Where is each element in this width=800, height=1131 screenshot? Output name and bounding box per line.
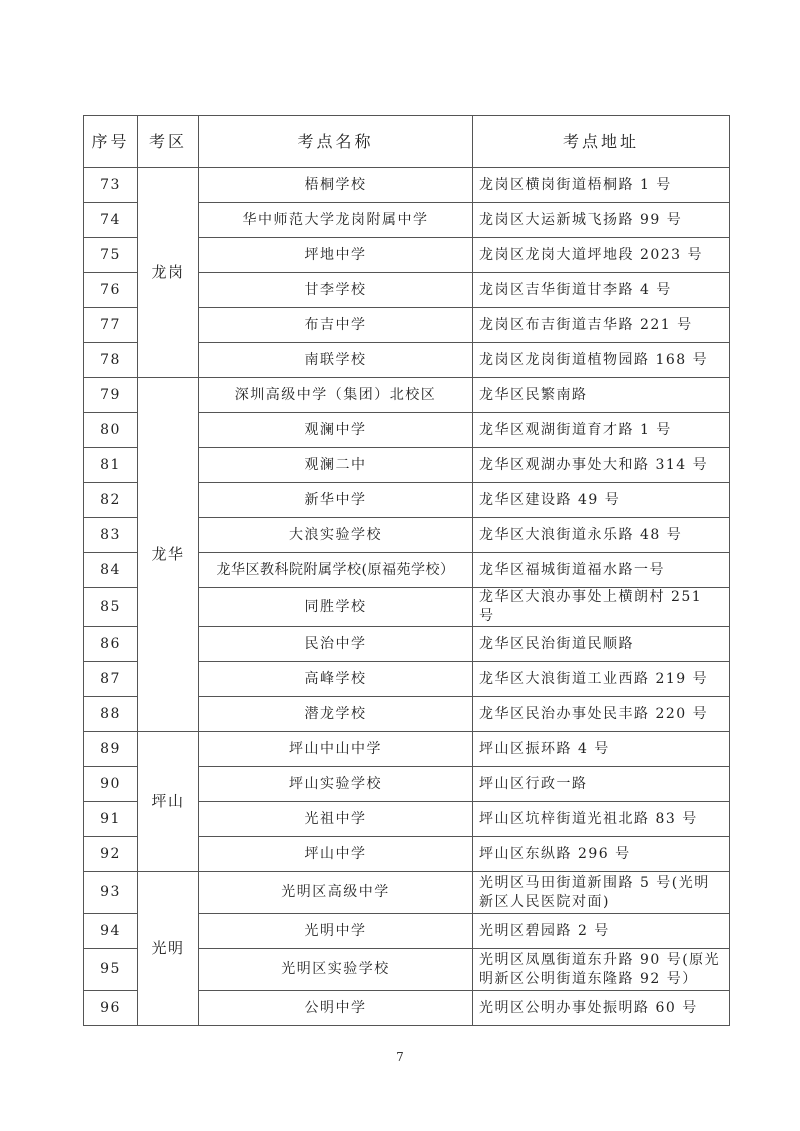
- site-address: 龙岗区龙岗街道植物园路 168 号: [473, 343, 730, 378]
- row-index: 81: [84, 448, 138, 483]
- row-index: 80: [84, 413, 138, 448]
- site-address: 坪山区振环路 4 号: [473, 732, 730, 767]
- row-index: 78: [84, 343, 138, 378]
- site-name: 南联学校: [199, 343, 473, 378]
- site-name: 布吉中学: [199, 308, 473, 343]
- table-row: [84, 378, 730, 413]
- site-name: 光明区高级中学: [199, 872, 473, 914]
- row-index: 89: [84, 732, 138, 767]
- header-district: 考区: [138, 116, 199, 168]
- page-number: 7: [396, 1050, 404, 1064]
- site-address: 龙华区民治办事处民丰路 220 号: [473, 697, 730, 732]
- site-address: 龙华区大浪街道工业西路 219 号: [473, 662, 730, 697]
- site-name: 光明区实验学校: [199, 949, 473, 991]
- table-row: [84, 168, 730, 203]
- site-name: 新华中学: [199, 483, 473, 518]
- row-index: 95: [84, 949, 138, 991]
- district-cell: 坪山: [138, 732, 199, 872]
- row-index: 84: [84, 553, 138, 588]
- row-index: 87: [84, 662, 138, 697]
- row-index: 93: [84, 872, 138, 914]
- row-index: 88: [84, 697, 138, 732]
- site-name: 华中师范大学龙岗附属中学: [199, 203, 473, 238]
- site-address: 龙华区民治街道民顺路: [473, 627, 730, 662]
- site-address: 龙岗区布吉街道吉华路 221 号: [473, 308, 730, 343]
- site-name: 光明中学: [199, 914, 473, 949]
- row-index: 76: [84, 273, 138, 308]
- site-name: 同胜学校: [199, 588, 473, 627]
- row-index: 82: [84, 483, 138, 518]
- district-cell: 光明: [138, 872, 199, 1026]
- table-row: [84, 872, 730, 914]
- site-address: 光明区凤凰街道东升路 90 号(原光明新区公明街道东隆路 92 号）: [473, 949, 730, 991]
- table-header-row: [84, 116, 730, 168]
- district-cell: 龙华: [138, 378, 199, 732]
- site-address: 龙岗区吉华街道甘李路 4 号: [473, 273, 730, 308]
- site-name: 龙华区教科院附属学校(原福苑学校）: [199, 553, 473, 588]
- site-name: 坪山中学: [199, 837, 473, 872]
- site-name: 观澜二中: [199, 448, 473, 483]
- row-index: 74: [84, 203, 138, 238]
- site-name: 潜龙学校: [199, 697, 473, 732]
- site-address: 龙华区观湖办事处大和路 314 号: [473, 448, 730, 483]
- site-name: 坪山中山中学: [199, 732, 473, 767]
- row-index: 85: [84, 588, 138, 627]
- site-name: 梧桐学校: [199, 168, 473, 203]
- row-index: 90: [84, 767, 138, 802]
- table-row: [84, 732, 730, 767]
- site-name: 公明中学: [199, 991, 473, 1026]
- site-address: 龙华区大浪街道永乐路 48 号: [473, 518, 730, 553]
- row-index: 75: [84, 238, 138, 273]
- row-index: 94: [84, 914, 138, 949]
- site-address: 光明区公明办事处振明路 60 号: [473, 991, 730, 1026]
- site-address: 坪山区坑梓街道光祖北路 83 号: [473, 802, 730, 837]
- site-address: 龙岗区横岗街道梧桐路 1 号: [473, 168, 730, 203]
- header-site-address: 考点地址: [473, 116, 730, 168]
- header-site-name: 考点名称: [199, 116, 473, 168]
- site-name: 坪山实验学校: [199, 767, 473, 802]
- row-index: 91: [84, 802, 138, 837]
- site-address: 龙华区福城街道福水路一号: [473, 553, 730, 588]
- row-index: 92: [84, 837, 138, 872]
- site-name: 民治中学: [199, 627, 473, 662]
- header-index: 序号: [84, 116, 138, 168]
- row-index: 77: [84, 308, 138, 343]
- site-name: 高峰学校: [199, 662, 473, 697]
- site-name: 坪地中学: [199, 238, 473, 273]
- row-index: 86: [84, 627, 138, 662]
- site-address: 龙华区建设路 49 号: [473, 483, 730, 518]
- site-name: 深圳高级中学（集团）北校区: [199, 378, 473, 413]
- site-address: 坪山区东纵路 296 号: [473, 837, 730, 872]
- row-index: 83: [84, 518, 138, 553]
- site-name: 大浪实验学校: [199, 518, 473, 553]
- site-address: 龙华区民繁南路: [473, 378, 730, 413]
- site-address: 龙岗区大运新城飞扬路 99 号: [473, 203, 730, 238]
- site-address: 光明区马田街道新围路 5 号(光明新区人民医院对面): [473, 872, 730, 914]
- site-name: 光祖中学: [199, 802, 473, 837]
- site-name: 观澜中学: [199, 413, 473, 448]
- site-name: 甘李学校: [199, 273, 473, 308]
- site-address: 坪山区行政一路: [473, 767, 730, 802]
- site-address: 光明区碧园路 2 号: [473, 914, 730, 949]
- row-index: 73: [84, 168, 138, 203]
- exam-sites-table: [83, 115, 730, 1026]
- site-address: 龙华区大浪办事处上横朗村 251 号: [473, 588, 730, 627]
- district-cell: 龙岗: [138, 168, 199, 378]
- row-index: 96: [84, 991, 138, 1026]
- row-index: 79: [84, 378, 138, 413]
- site-address: 龙华区观湖街道育才路 1 号: [473, 413, 730, 448]
- site-address: 龙岗区龙岗大道坪地段 2023 号: [473, 238, 730, 273]
